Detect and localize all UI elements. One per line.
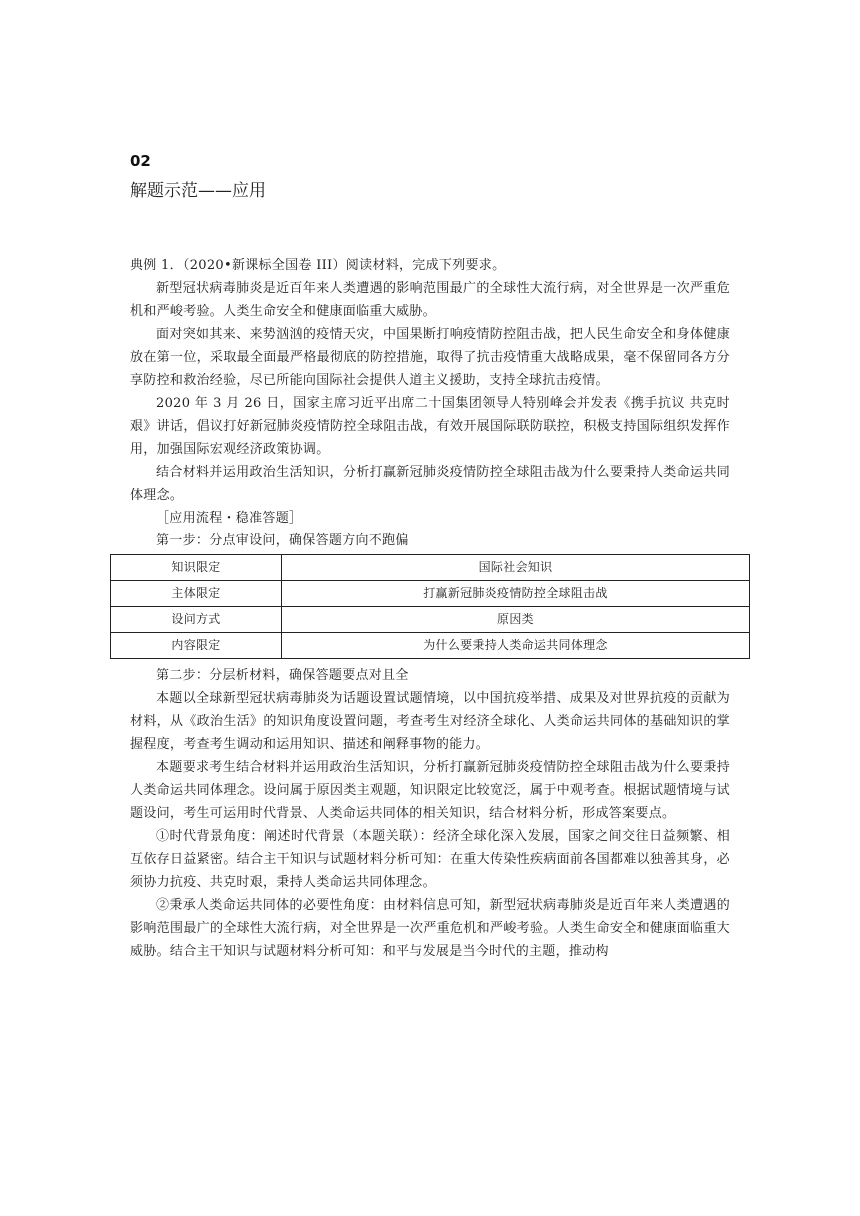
analysis-paragraph: 本题要求考生结合材料并运用政治生活知识，分析打赢新冠肺炎疫情防控全球阻击战为什么要秉持人类命运共同体理念。设问属于原因类主观题，知识限定比较宽泛，属于中观考查。根据试题情境与试题设问，考生可运用时代背景、人类命运共同体的相关知识，结合材料分析，形成答案要点。	[130, 760, 730, 821]
material-paragraph: 面对突如其来、来势汹汹的疫情天灾，中国果断打响疫情防控阻击战，把人民生命安全和身体健康放在第一位，采取最全面最严格最彻底的防控措施，取得了抗击疫情重大战略成果，毫不保留同各方分享防控和救治经验，尽已所能向国际社会提供人道主义援助，支持全球抗击疫情。	[130, 327, 730, 388]
example-label: 典例 1．（2020•新课标全国卷 III）阅读材料，完成下列要求。	[130, 258, 506, 273]
section-number: 02	[130, 152, 151, 170]
question-paragraph: 结合材料并运用政治生活知识，分析打赢新冠肺炎疫情防控全球阻击战为什么要秉持人类命运共同体理念。	[130, 465, 730, 503]
analysis-paragraph: 本题以全球新型冠状病毒肺炎为话题设置试题情境，以中国抗疫举措、成果及对世界抗疫的贡献为材料，从《政治生活》的知识角度设置问题，考查考生对经济全球化、人类命运共同体的基础知识的掌握程度，考查考生调动和运用知识、描述和阐释事物的能力。	[130, 691, 730, 752]
table-key: 设问方式	[111, 607, 282, 633]
question-analysis-table	[110, 554, 750, 659]
flow-label: ［应用流程・稳准答题］	[156, 511, 303, 526]
material-paragraph: 新型冠状病毒肺炎是近百年来人类遭遇的影响范围最广的全球性大流行病，对全世界是一次严重危机和严峻考验。人类生命安全和健康面临重大威胁。	[130, 281, 730, 319]
step-two-heading: 第二步：分层析材料，确保答题要点对且全	[156, 668, 409, 683]
analysis-point: ①时代背景角度：阐述时代背景（本题关联）：经济全球化深入发展，国家之间交往日益频繁、相互依存日益紧密。结合主干知识与试题材料分析可知：在重大传染性疾病面前各国都难以独善其身，必须协力抗疫、共克时艰，秉持人类命运共同体理念。	[130, 829, 730, 890]
table-row	[111, 581, 750, 607]
table-row	[111, 607, 750, 633]
section-title: 解题示范——应用	[130, 181, 266, 201]
table-value: 为什么要秉持人类命运共同体理念	[282, 633, 750, 659]
table-key: 内容限定	[111, 633, 282, 659]
table-value: 打赢新冠肺炎疫情防控全球阻击战	[282, 581, 750, 607]
table-row	[111, 633, 750, 659]
table-key: 知识限定	[111, 555, 282, 581]
table-value: 原因类	[282, 607, 750, 633]
document-body	[130, 254, 730, 963]
table-value: 国际社会知识	[282, 555, 750, 581]
analysis-point: ②秉承人类命运共同体的必要性角度：由材料信息可知，新型冠状病毒肺炎是近百年来人类遭遇的影响范围最广的全球性大流行病，对全世界是一次严重危机和严峻考验。人类生命安全和健康面临重大威胁。结合主干知识与试题材料分析可知：和平与发展是当今时代的主题，推动构	[130, 898, 730, 959]
step-one-heading: 第一步：分点审设问，确保答题方向不跑偏	[156, 533, 409, 548]
table-key: 主体限定	[111, 581, 282, 607]
table-row	[111, 555, 750, 581]
material-paragraph: 2020 年 3 月 26 日，国家主席习近平出席二十国集团领导人特别峰会并发表《携手抗议 共克时艰》讲话，倡议打好新冠肺炎疫情防控全球阻击战，有效开展国际联防联控，积极支持国际组织发挥作用，加强国际宏观经济政策协调。	[130, 396, 730, 457]
